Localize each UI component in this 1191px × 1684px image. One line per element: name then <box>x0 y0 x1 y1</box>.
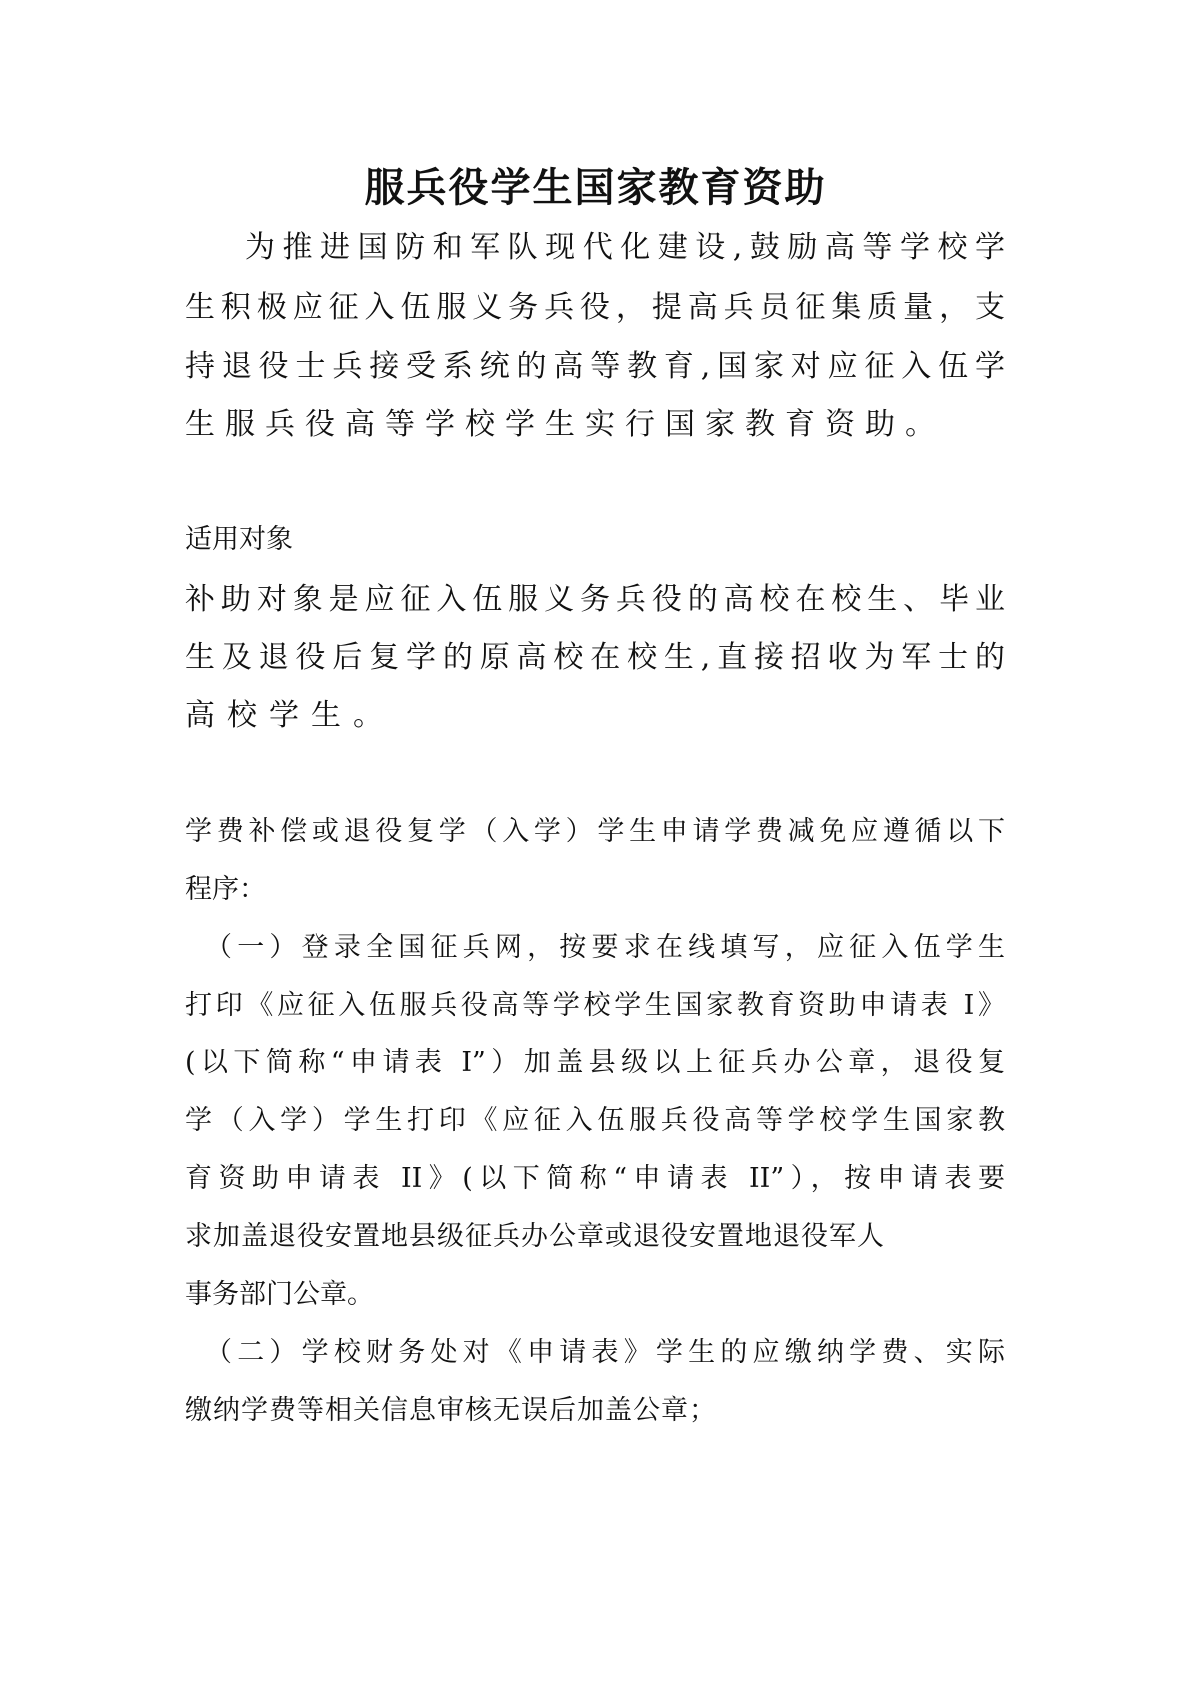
eligibility-line: 补助对象是应征入伍服义务兵役的高校在校生、毕业 <box>185 582 1005 617</box>
step-1-line: (以下简称“申请表 I”）加盖县级以上征兵办公章，退役复 <box>185 1047 1005 1078</box>
intro-line: 持退役士兵接受系统的高等教育,国家对应征入伍学 <box>185 349 1005 384</box>
document-title: 服兵役学生国家教育资助 <box>364 164 827 211</box>
intro-line: 为推进国防和军队现代化建设,鼓励高等学校学 <box>245 230 1005 265</box>
section-heading: 适用对象 <box>185 524 293 555</box>
eligibility-line: 高校学生。 <box>185 698 395 733</box>
step-1-line: 育资助申请表 II》(以下简称“申请表 II”），按申请表要 <box>185 1163 1005 1194</box>
procedure-intro-line: 程序： <box>185 874 266 905</box>
step-1-line: 学（入学）学生打印《应征入伍服兵役高等学校学生国家教 <box>185 1105 1005 1136</box>
step-2-line: （二）学校财务处对《申请表》学生的应缴纳学费、实际 <box>205 1337 1005 1368</box>
step-1-line: （一）登录全国征兵网，按要求在线填写，应征入伍学生 <box>205 932 1005 963</box>
step-1-line: 求加盖退役安置地县级征兵办公章或退役安置地退役军人 <box>185 1221 885 1252</box>
intro-line: 生积极应征入伍服义务兵役，提高兵员征集质量，支 <box>185 290 1005 325</box>
intro-line: 生服兵役高等学校学生实行国家教育资助。 <box>185 407 945 442</box>
step-1-line: 打印《应征入伍服兵役高等学校学生国家教育资助申请表 I》 <box>185 990 1005 1021</box>
eligibility-line: 生及退役后复学的原高校在校生,直接招收为军士的 <box>185 640 1005 675</box>
step-2-line: 缴纳学费等相关信息审核无误后加盖公章； <box>185 1395 717 1426</box>
procedure-intro-line: 学费补偿或退役复学（入学）学生申请学费减免应遵循以下 <box>185 816 1005 847</box>
step-1-line: 事务部门公章。 <box>185 1279 374 1310</box>
